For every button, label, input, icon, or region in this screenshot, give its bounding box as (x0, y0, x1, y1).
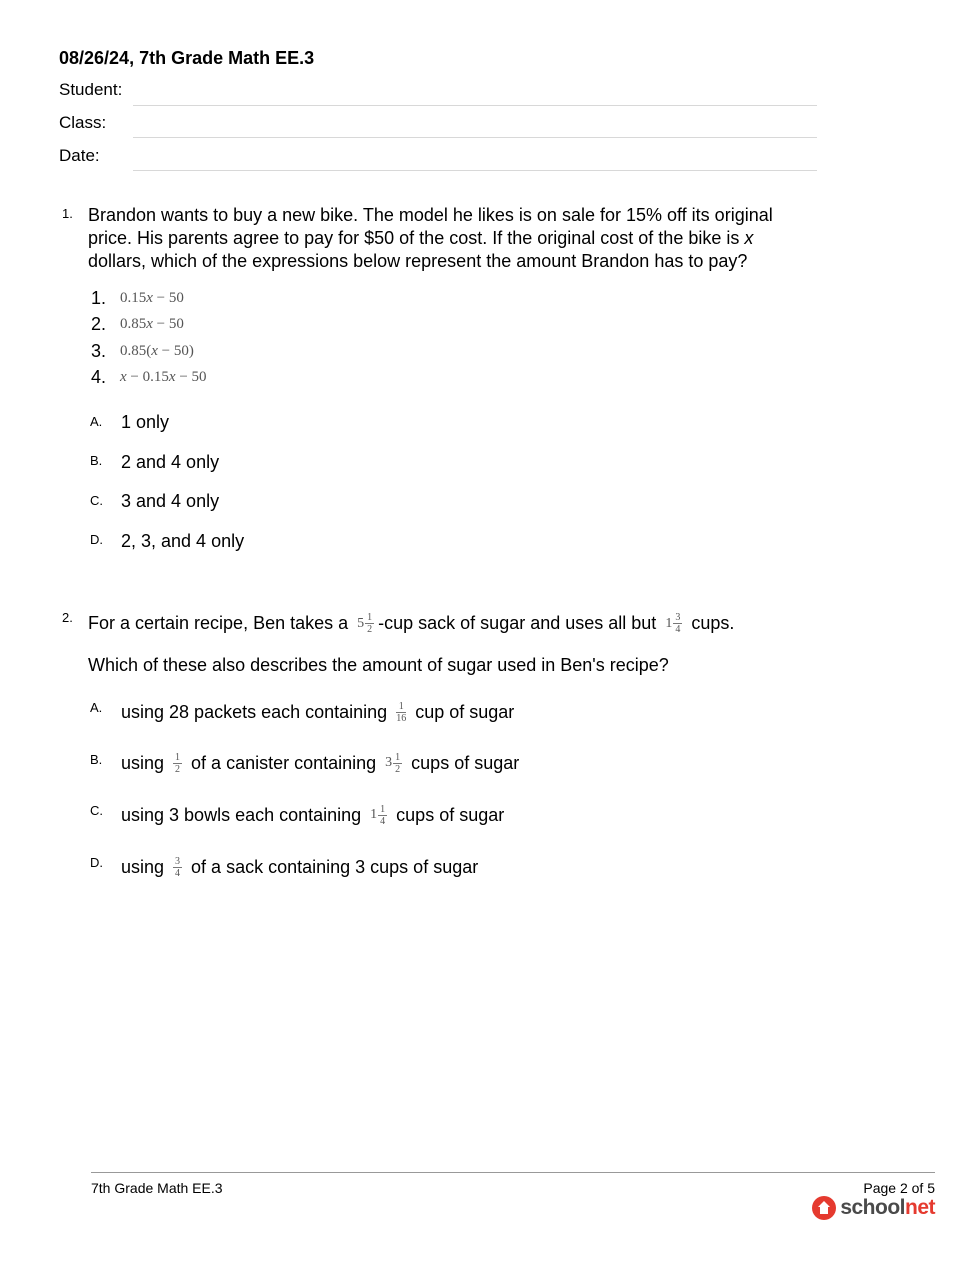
question-2-prompt: Which of these also describes the amount of sugar used in Ben's recipe? (88, 655, 669, 675)
schoolnet-logo: schoolnet (812, 1196, 935, 1220)
question-1-number: 1. (62, 206, 73, 221)
option-1a-text[interactable]: 1 only (121, 412, 170, 432)
option-1b-letter[interactable]: B. (90, 453, 103, 468)
expression-2: 0.85x − 50 (120, 316, 184, 333)
option-2a-letter[interactable]: A. (90, 700, 103, 715)
option-1d-letter[interactable]: D. (90, 532, 103, 547)
option-1d-text[interactable]: 2, 3, and 4 only (121, 531, 245, 551)
page-title: 08/26/24, 7th Grade Math EE.3 (59, 48, 315, 68)
fraction-1-16: $\frac{1}{16}$ (396, 700, 407, 724)
class-label: Class: (59, 113, 107, 132)
student-label: Student: (59, 80, 123, 99)
class-field[interactable] (133, 137, 817, 138)
fraction-3-4: $\frac{3}{4}$ (175, 855, 181, 879)
option-2d-letter[interactable]: D. (90, 855, 103, 870)
option-2b-letter[interactable]: B. (90, 752, 103, 767)
fraction-left: 1 $\frac{3}{4}$ (665, 611, 681, 635)
student-field[interactable] (133, 105, 817, 106)
option-2d-text[interactable]: using $\frac{3}{4}$ of a sack containing 3 cups of sugar (121, 855, 479, 879)
statement-3: 3. 0.85(x − 50) (91, 340, 194, 361)
date-field[interactable] (133, 170, 817, 171)
expression-4: x − 0.15x − 50 (120, 369, 207, 386)
fraction-1-1-4: 1 $\frac{1}{4}$ (370, 803, 386, 827)
question-1-line-2: price. His parents agree to pay for $50 of the cost. If the original cost of the bike is x (88, 228, 754, 248)
option-2c-letter[interactable]: C. (90, 803, 103, 818)
footer-title: 7th Grade Math EE.3 (91, 1180, 223, 1196)
expression-1: 0.15x − 50 (120, 289, 184, 306)
question-2-text: For a certain recipe, Ben takes a 5 $\frac{1}{2}$ -cup sack of sugar and uses all but 1 $\frac{3}{4}$ cups. (88, 611, 735, 635)
question-1-statements (91, 285, 207, 391)
question-1-line-1: Brandon wants to buy a new bike. The model he likes is on sale for 15% off its original (88, 205, 773, 225)
option-2b-text[interactable]: using $\frac{1}{2}$ of a canister containing 3 $\frac{1}{2}$ cups of sugar (121, 751, 520, 775)
footer-divider (91, 1172, 935, 1173)
option-1c-letter[interactable]: C. (90, 493, 103, 508)
expression-3: 0.85(x − 50) (120, 342, 194, 359)
question-2-number: 2. (62, 610, 73, 625)
option-2c-text[interactable]: using 3 bowls each containing 1 $\frac{1}{4}$ cups of sugar (121, 803, 505, 827)
house-icon (812, 1196, 836, 1220)
question-1-line-3: dollars, which of the expressions below represent the amount Brandon has to pay? (88, 251, 748, 271)
question-1-text (88, 204, 808, 273)
option-2a-text[interactable]: using 28 packets each containing $\frac{1}{16}$ cup of sugar (121, 700, 515, 724)
fraction-sack: 5 $\frac{1}{2}$ (357, 611, 373, 635)
statement-4: 4. x − 0.15x − 50 (91, 367, 207, 388)
option-1a-letter[interactable]: A. (90, 414, 103, 429)
option-1b-text[interactable]: 2 and 4 only (121, 452, 220, 472)
date-label: Date: (59, 146, 100, 165)
statement-2: 2. 0.85x − 50 (91, 314, 184, 335)
statement-1: 1. 0.15x − 50 (91, 287, 184, 308)
option-1c-text[interactable]: 3 and 4 only (121, 491, 220, 511)
fraction-3-1-2: 3 $\frac{1}{2}$ (385, 751, 401, 775)
page-number: Page 2 of 5 (863, 1180, 935, 1196)
fraction-1-2: $\frac{1}{2}$ (175, 751, 181, 775)
